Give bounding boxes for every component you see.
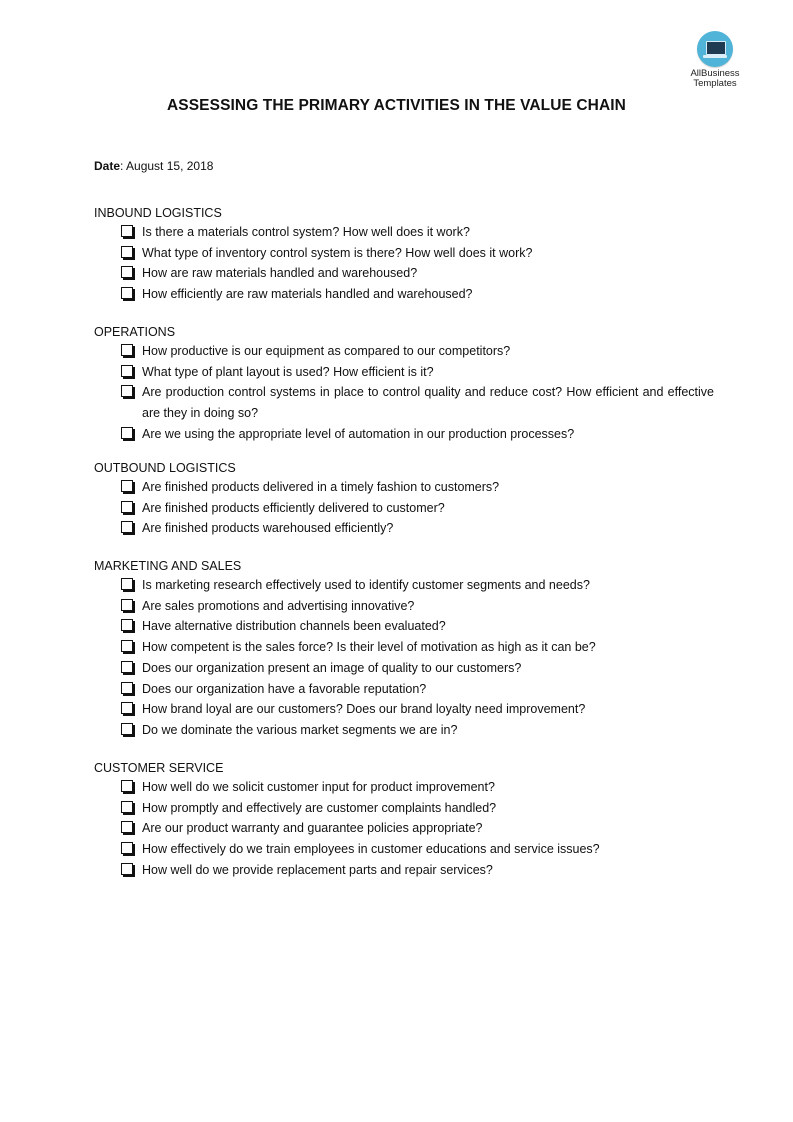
checkbox-icon[interactable] <box>121 225 133 237</box>
checkbox-icon[interactable] <box>121 723 133 735</box>
item-text: How productive is our equipment as compared to our competitors? <box>142 344 511 358</box>
section-title: CUSTOMER SERVICE <box>94 761 224 775</box>
section-customer-service <box>94 760 714 881</box>
allbusiness-logo <box>680 31 750 89</box>
item-text: Is marketing research effectively used to identify customer segments and needs? <box>142 578 590 592</box>
checklist-item <box>94 658 714 679</box>
checklist-item <box>94 818 714 839</box>
checkbox-icon[interactable] <box>121 842 133 854</box>
section-inbound-logistics <box>94 205 714 305</box>
item-text: Are our product warranty and guarantee policies appropriate? <box>142 821 483 836</box>
checklist-item <box>94 477 714 498</box>
checklist-item <box>94 637 714 658</box>
item-text: How efficiently are raw materials handled and warehoused? <box>142 287 473 302</box>
checkbox-icon[interactable] <box>121 702 133 714</box>
date-value: : August 15, 2018 <box>120 159 214 173</box>
checkbox-icon[interactable] <box>121 266 133 278</box>
checkbox-icon[interactable] <box>121 821 133 833</box>
checklist-item <box>94 518 714 539</box>
checkbox-icon[interactable] <box>121 344 133 356</box>
item-text: How well do we solicit customer input for product improvement? <box>142 780 495 794</box>
checkbox-icon[interactable] <box>121 640 133 652</box>
item-text: Does our organization have a favorable reputation? <box>142 681 427 696</box>
item-text: Are finished products delivered in a timely fashion to customers? <box>142 480 500 494</box>
checklist-item <box>94 777 714 798</box>
checklist-item <box>94 498 714 519</box>
checklist-item <box>94 341 714 362</box>
checkbox-icon[interactable] <box>121 599 133 611</box>
checkbox-icon[interactable] <box>121 682 133 694</box>
checklist-item <box>94 575 714 596</box>
item-text: Are finished products warehoused efficiently? <box>142 521 394 536</box>
checklist-item <box>94 243 714 264</box>
checklist-item <box>94 616 714 637</box>
logo-text <box>680 69 750 89</box>
section-title: MARKETING AND SALES <box>94 559 242 573</box>
item-text: Are finished products efficiently delivered to customer? <box>142 500 445 515</box>
checklist-item <box>94 839 714 860</box>
checklist-item <box>94 720 714 741</box>
section-title: OPERATIONS <box>94 325 176 339</box>
item-text: How brand loyal are our customers? Does our brand loyalty need improvement? <box>142 702 586 717</box>
item-text: Are production control systems in place to control quality and reduce cost? How efficient and effective are they in doing so? <box>142 385 714 421</box>
section-marketing-and-sales <box>94 558 714 741</box>
checkbox-icon[interactable] <box>121 521 133 533</box>
checkbox-icon[interactable] <box>121 287 133 299</box>
date-line <box>94 159 213 173</box>
checkbox-icon[interactable] <box>121 801 133 813</box>
checkbox-icon[interactable] <box>121 385 133 397</box>
section-title: OUTBOUND LOGISTICS <box>94 461 236 475</box>
checklist-item <box>94 362 714 383</box>
checkbox-icon[interactable] <box>121 780 133 792</box>
checklist-item <box>94 860 714 881</box>
document-title: ASSESSING THE PRIMARY ACTIVITIES IN THE VALUE CHAIN <box>167 97 626 114</box>
checklist-item <box>94 699 714 720</box>
checkbox-icon[interactable] <box>121 246 133 258</box>
checklist-item <box>94 284 714 305</box>
item-text: Are sales promotions and advertising innovative? <box>142 598 415 613</box>
checkbox-icon[interactable] <box>121 427 133 439</box>
checkbox-icon[interactable] <box>121 365 133 377</box>
item-text: How well do we provide replacement parts and repair services? <box>142 862 493 877</box>
item-text: How effectively do we train employees in customer educations and service issues? <box>142 842 600 857</box>
checklist-item <box>94 222 714 243</box>
item-text: Do we dominate the various market segments we are in? <box>142 722 458 737</box>
logo-line-1: AllBusiness <box>690 68 740 79</box>
laptop-icon <box>697 31 733 67</box>
date-label: Date <box>94 159 121 173</box>
logo-line-2: Templates <box>693 78 737 89</box>
checklist-item <box>94 382 714 424</box>
section-operations <box>94 324 714 445</box>
item-text: Is there a materials control system? How well does it work? <box>142 225 470 239</box>
item-text: Are we using the appropriate level of automation in our production processes? <box>142 427 575 442</box>
checklist-item <box>94 424 714 445</box>
item-text: What type of plant layout is used? How efficient is it? <box>142 364 434 379</box>
item-text: How are raw materials handled and warehoused? <box>142 266 418 281</box>
checkbox-icon[interactable] <box>121 501 133 513</box>
section-outbound-logistics <box>94 460 714 539</box>
checkbox-icon[interactable] <box>121 578 133 590</box>
item-text: How promptly and effectively are customer complaints handled? <box>142 800 497 815</box>
checklist-item <box>94 263 714 284</box>
item-text: How competent is the sales force? Is their level of motivation as high as it can be? <box>142 640 596 655</box>
checkbox-icon[interactable] <box>121 619 133 631</box>
checkbox-icon[interactable] <box>121 480 133 492</box>
checkbox-icon[interactable] <box>121 863 133 875</box>
checklist-item <box>94 596 714 617</box>
item-text: What type of inventory control system is there? How well does it work? <box>142 245 533 260</box>
item-text: Have alternative distribution channels been evaluated? <box>142 619 446 634</box>
section-title: INBOUND LOGISTICS <box>94 206 222 220</box>
item-text: Does our organization present an image of quality to our customers? <box>142 660 522 675</box>
checklist-item <box>94 679 714 700</box>
checklist-item <box>94 798 714 819</box>
checkbox-icon[interactable] <box>121 661 133 673</box>
